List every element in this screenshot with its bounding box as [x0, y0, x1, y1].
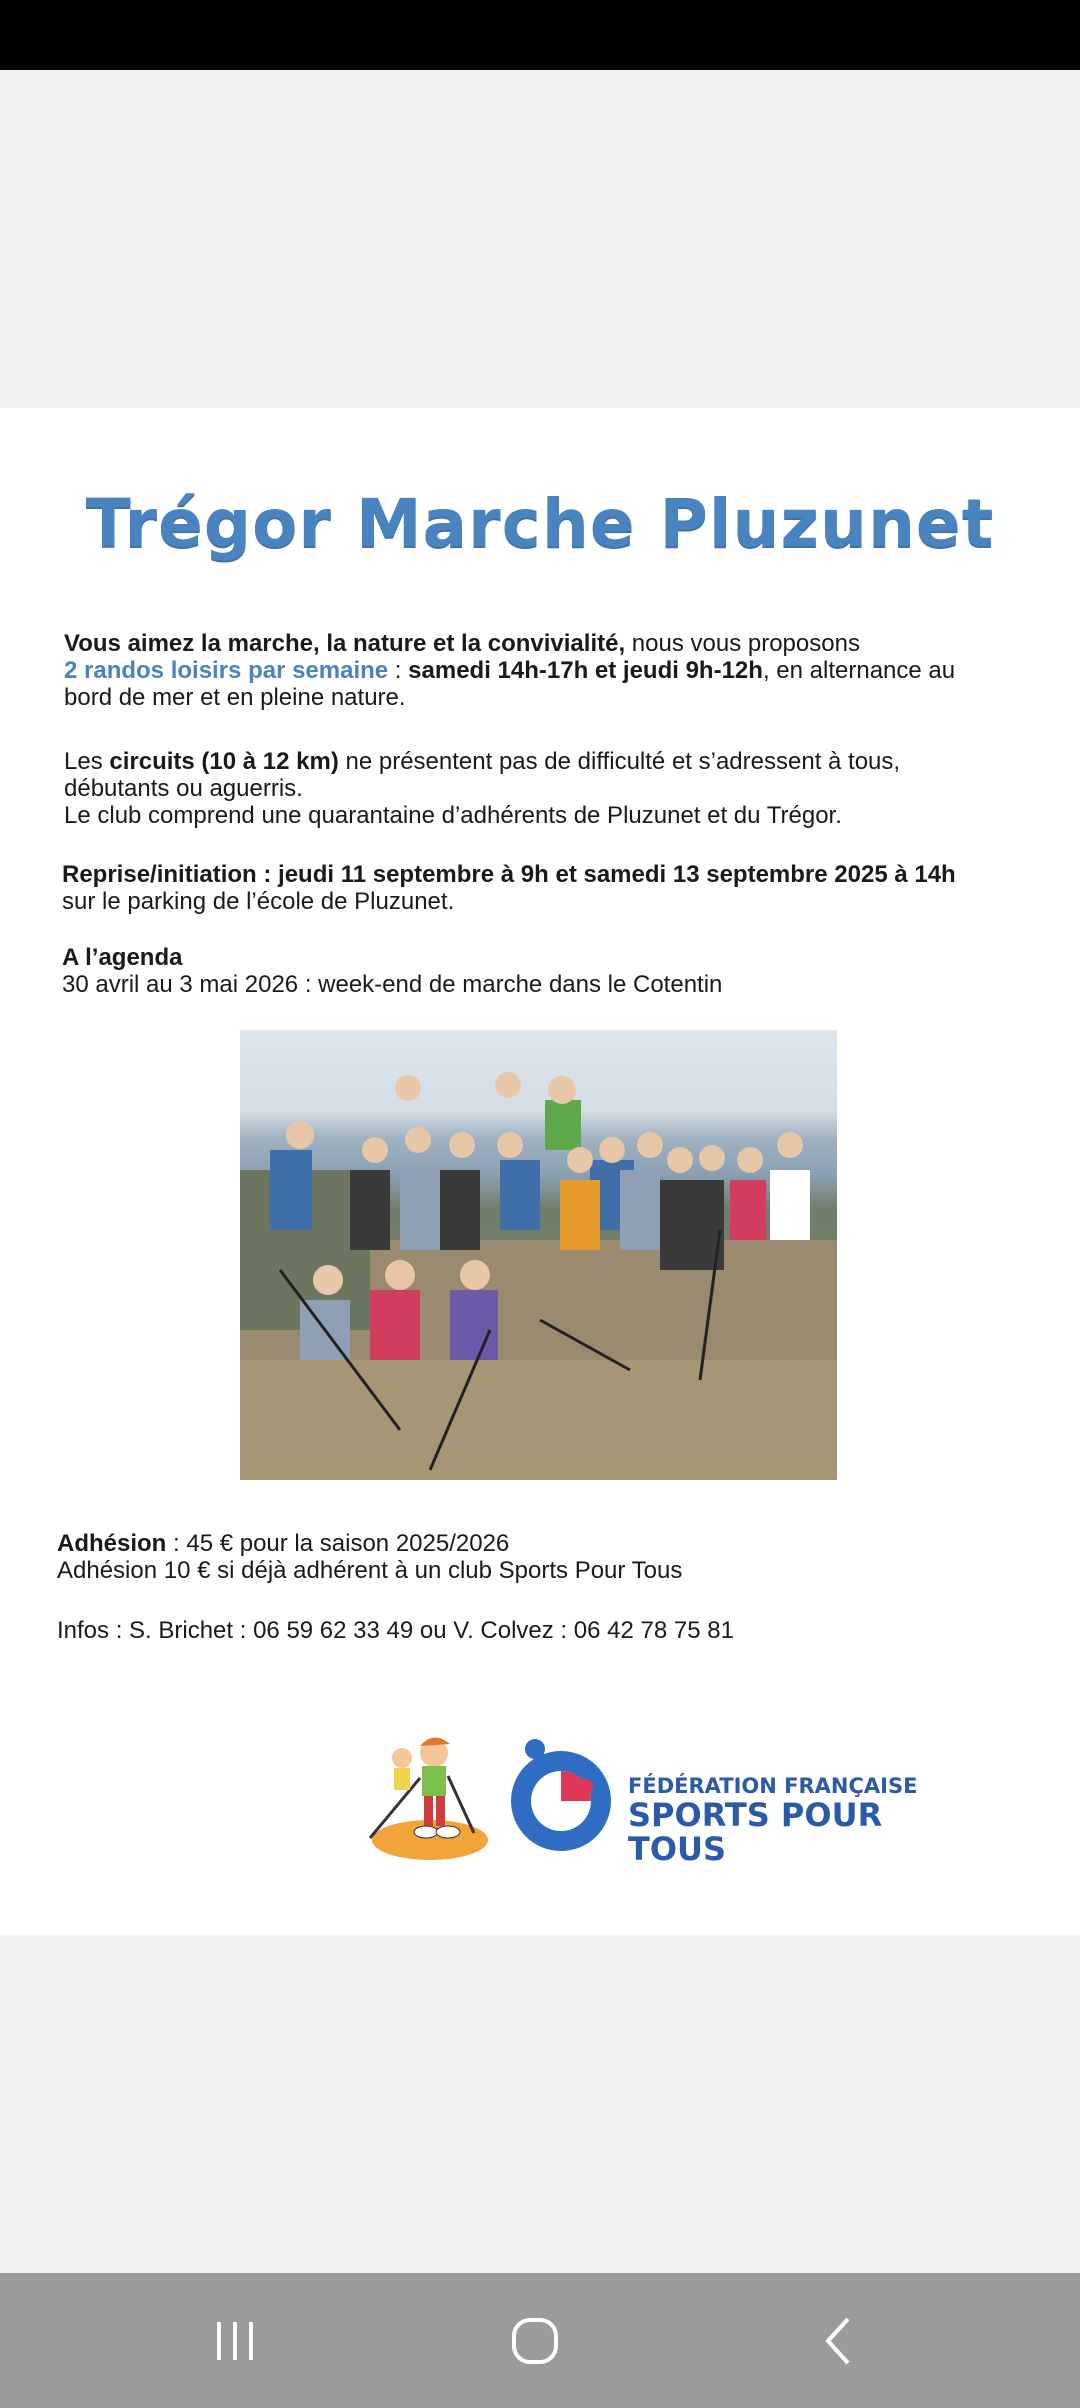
- recent-apps-icon: [205, 2316, 265, 2366]
- recent-apps-button[interactable]: [155, 2273, 315, 2408]
- navigation-bar: [0, 2273, 1080, 2408]
- reprise-paragraph: Reprise/initiation : jeudi 11 septembre à 9h et samedi 13 septembre 2025 à 14h sur le parking de l’école de Pluzunet.: [62, 861, 956, 915]
- circuits-paragraph: Les circuits (10 à 12 km) ne présentent pas de difficulté et s’adressent à tous, débutants ou aguerris. Le club comprend une quarantaine d’adhérents de Pluzunet et du Trégor.: [64, 748, 901, 829]
- home-icon: [505, 2311, 565, 2371]
- document-title: Trégor Marche Pluzunet: [85, 485, 995, 562]
- intro-paragraph: Vous aimez la marche, la nature et la convivialité, nous vous proposons 2 randos loisirs par semaine : samedi 14h-17h et jeudi 9h-12h, en alternance au bord de mer et en pleine nature.: [64, 630, 956, 711]
- sports-pour-tous-logo: [505, 1735, 617, 1861]
- agenda-paragraph: A l’agenda 30 avril au 3 mai 2026 : week-end de marche dans le Cotentin: [62, 944, 723, 998]
- status-bar: [0, 0, 1080, 70]
- back-button[interactable]: [760, 2273, 920, 2408]
- document-page: [0, 408, 1080, 1935]
- hikers-illustration: [240, 1030, 837, 1480]
- home-button[interactable]: [455, 2273, 615, 2408]
- group-photo: [240, 1030, 837, 1480]
- federation-line1: FÉDÉRATION FRANÇAISE: [628, 1774, 918, 1798]
- federation-name: [628, 1774, 968, 1866]
- back-icon: [810, 2311, 870, 2371]
- hiker-mascot-logo: [362, 1728, 492, 1863]
- adhesion-paragraph: Adhésion : 45 € pour la saison 2025/2026 Adhésion 10 € si déjà adhérent à un club Sports Pour Tous: [57, 1530, 683, 1584]
- infos-line: Infos : S. Brichet : 06 59 62 33 49 ou V. Colvez : 06 42 78 75 81: [57, 1617, 734, 1644]
- federation-line2: SPORTS POUR TOUS: [628, 1796, 883, 1868]
